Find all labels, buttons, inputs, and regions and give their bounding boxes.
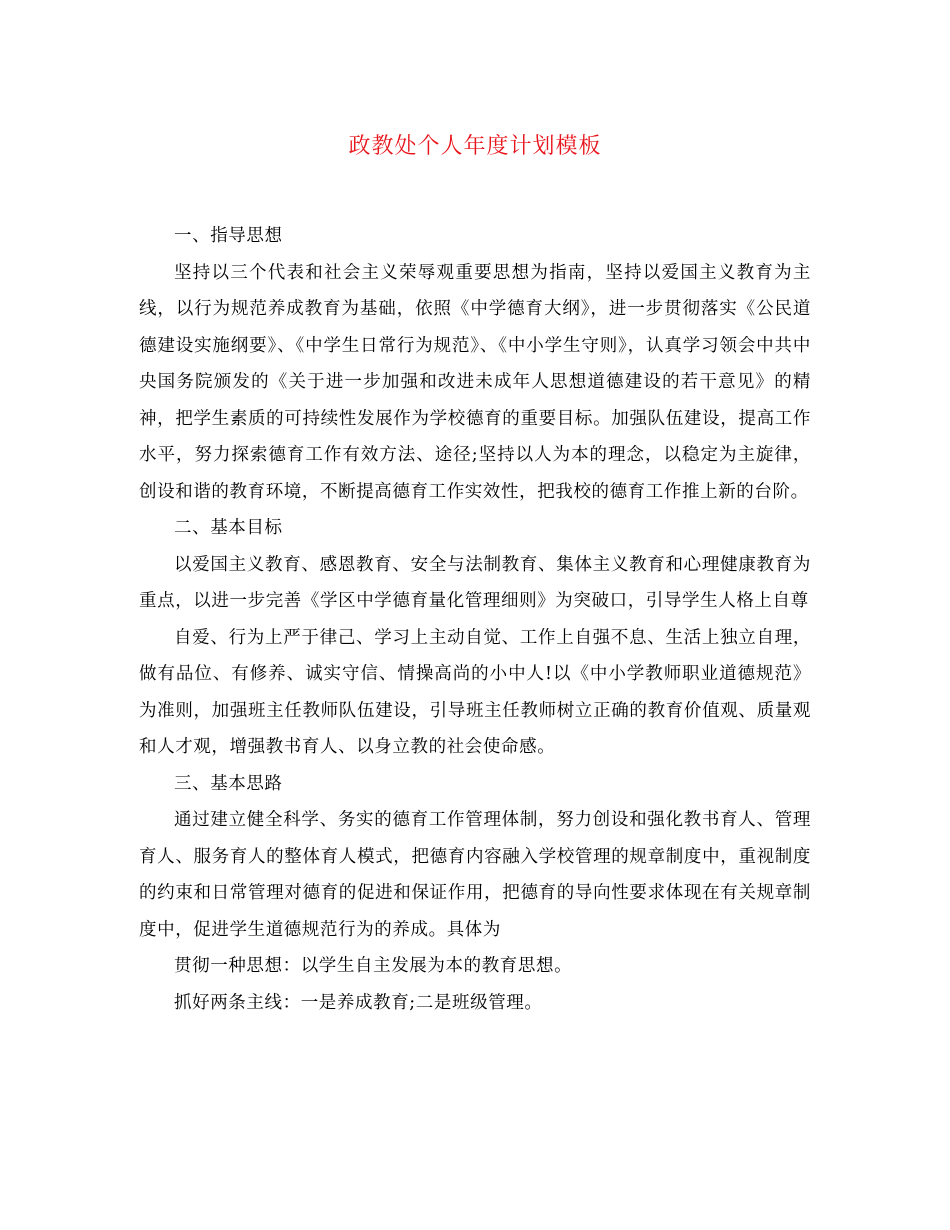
section-heading-basic-approach: 三、基本思路 [174, 773, 283, 794]
document-title: 政教处个人年度计划模板 [348, 134, 602, 159]
paragraph-two-main-lines: 抓好两条主线：一是养成教育;二是班级管理。 [174, 992, 543, 1013]
paragraph-basic-goals-continued: 自爱、行为上严于律己、学习上主动自觉、工作上自强不息、生活上独立自理，做有品位、有修养、诚实守信、情操高尚的小中人!以《中小学教师职业道德规范》为准则，加强班主任教师队伍建设，引导班主任教师树立正确的教育价值观、质量观和人才观，增强教书育人、以身立教的社会使命感。 [139, 627, 811, 757]
paragraph-one-idea: 贯彻一种思想：以学生自主发展为本的教育思想。 [174, 956, 573, 976]
paragraph-basic-goals: 以爱国主义教育、感恩教育、安全与法制教育、集体主义教育和心理健康教育为重点，以进一步完善《学区中学德育量化管理细则》为突破口，引导学生人格上自尊 [139, 554, 811, 611]
section-heading-guiding-ideology: 一、指导思想 [174, 226, 283, 246]
paragraph-basic-approach: 通过建立健全科学、务实的德育工作管理体制，努力创设和强化教书育人、管理育人、服务育人的整体育人模式，把德育内容融入学校管理的规章制度中，重视制度的约束和日常管理对德育的促进和保证作用，把德育的导向性要求体现在有关规章制度中，促进学生道德规范行为的养成。具体为 [139, 810, 811, 940]
document-body [139, 218, 811, 1021]
paragraph-guiding-ideology: 坚持以三个代表和社会主义荣辱观重要思想为指南，坚持以爱国主义教育为主线，以行为规范养成教育为基础，依照《中学德育大纲》，进一步贯彻落实《公民道德建设实施纲要》、《中学生日常行为规范》、《中小学生守则》，认真学习领会中共中央国务院颁发的《关于进一步加强和改进未成年人思想道德建设的若干意见》的精神，把学生素质的可持续性发展作为学校德育的重要目标。加强队伍建设，提高工作水平，努力探索德育工作有效方法、途径;坚持以人为本的理念，以稳定为主旋律，创设和谐的教育环境，不断提高德育工作实效性，把我校的德育工作推上新的台阶。 [139, 262, 811, 502]
section-heading-basic-goals: 二、基本目标 [174, 518, 283, 538]
